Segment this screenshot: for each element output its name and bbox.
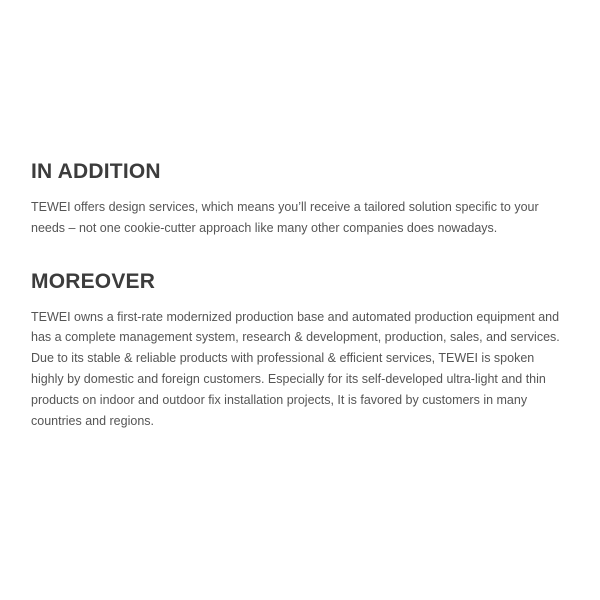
section-title-moreover: MOREOVER (31, 269, 156, 293)
section-in-addition (31, 157, 566, 239)
section-body-in-addition: TEWEI offers design services, which means you’ll receive a tailored solution specific to your needs – not one cookie-cutter approach like many other companies does nowadays. (31, 200, 539, 235)
section-body-moreover: TEWEI owns a first-rate modernized production base and automated production equipment and has a complete management system, research & development, production, sales, and services. Due to its stable & reliable products with professional & efficient services, TEWEI is spoken highly by domestic and foreign customers. Especially for its self-developed ultra-light and thin products on indoor and outdoor fix installation projects, It is favored by customers in many countries and regions. (31, 309, 560, 428)
section-title-in-addition: IN ADDITION (31, 160, 161, 183)
section-moreover (31, 267, 566, 432)
